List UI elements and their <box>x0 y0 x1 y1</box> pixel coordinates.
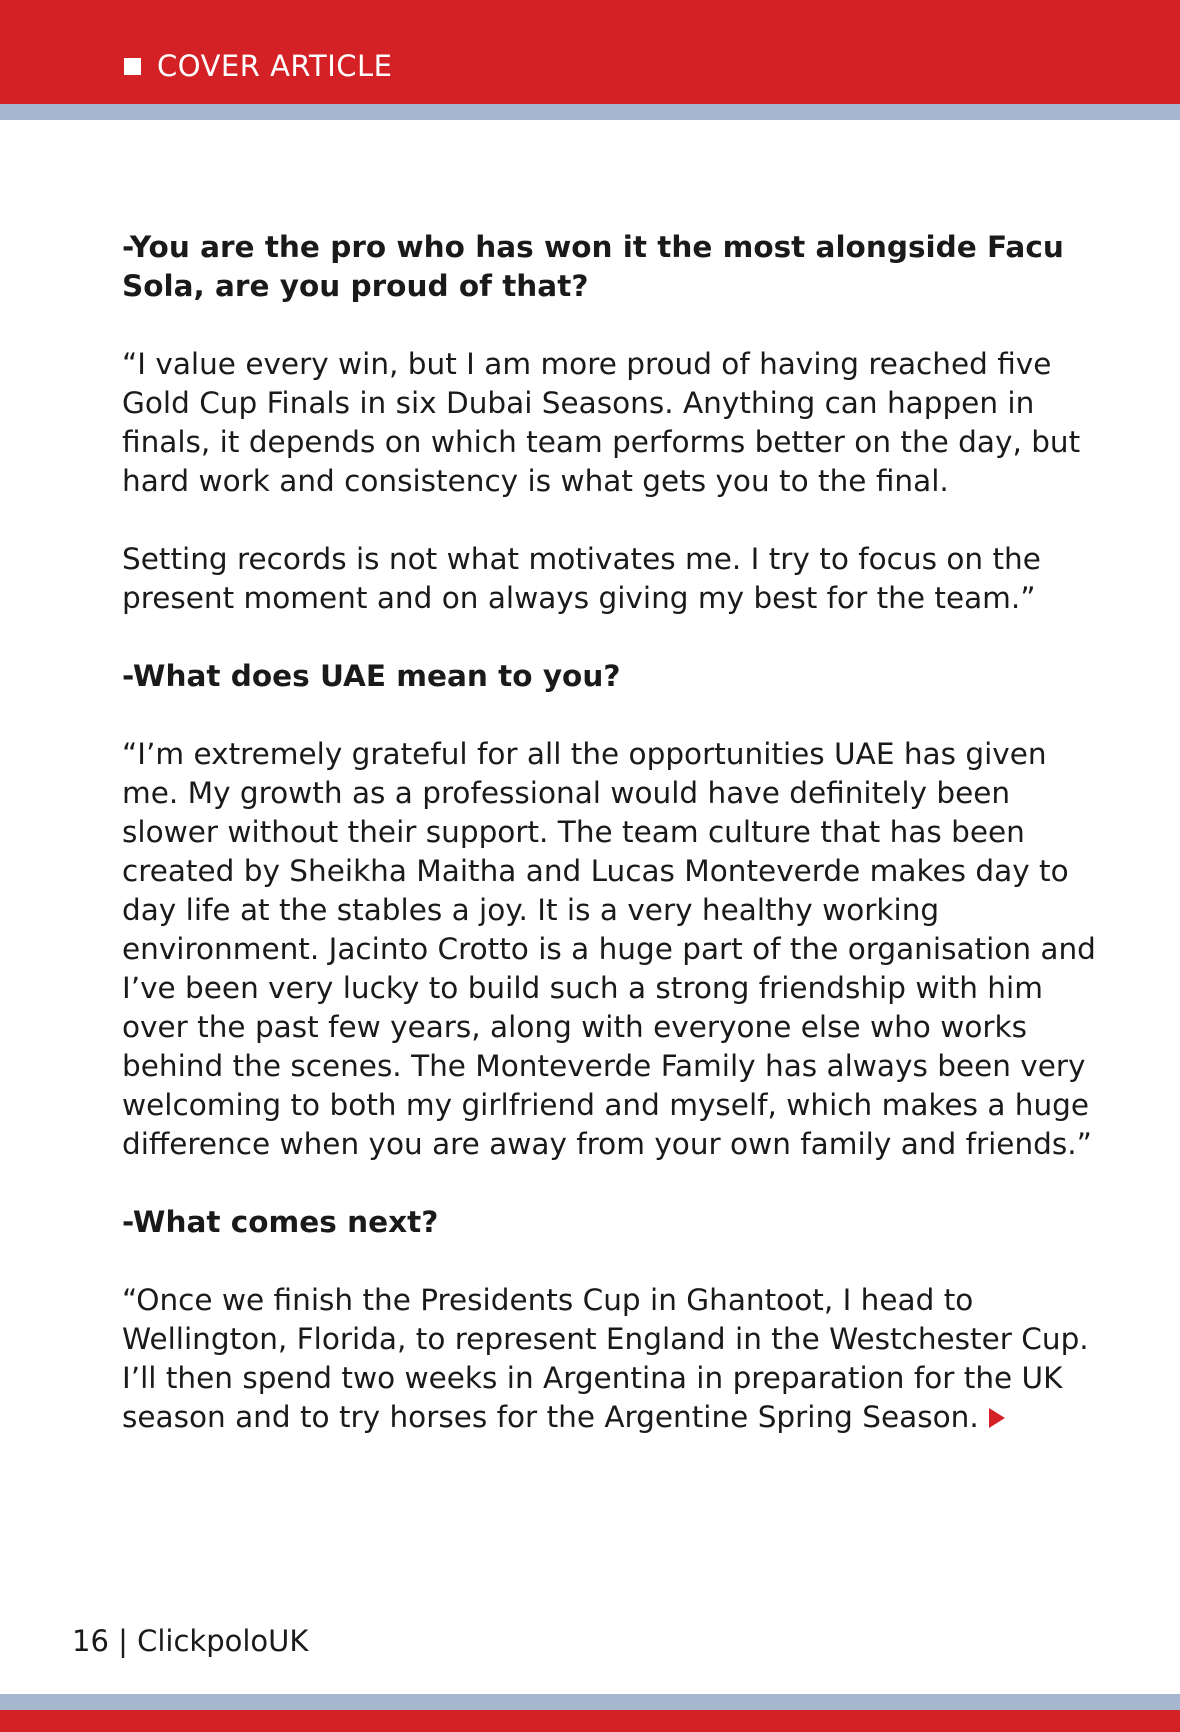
answer-1-paragraph-2: Setting records is not what motivates me. I try to focus on the present moment and on always giving my best for the team.” <box>122 542 1041 615</box>
answer-3: “Once we finish the Presidents Cup in Ghantoot, I head to Wellington, Florida, to represent England in the Westchester Cup. I’ll then spend two weeks in Argentina in preparation for the UK season and to try horses for the Argentine Spring Season. <box>122 1283 1089 1434</box>
square-bullet-icon <box>124 58 141 75</box>
section-label <box>124 44 392 88</box>
section-label-text: COVER ARTICLE <box>157 49 393 83</box>
question-3: -What comes next? <box>122 1205 439 1239</box>
article-body <box>122 228 1102 1476</box>
answer-2: “I’m extremely grateful for all the opportunities UAE has given me. My growth as a professional would have definitely been slower without their support. The team culture that has been created by Sheikha Maitha and Lucas Monteverde makes day to day life at the stables a joy. It is a very healthy working environment. Jacinto Crotto is a huge part of the organisation and I’ve been very lucky to build such a strong friendship with him over the past few years, along with everyone else who works behind the scenes. The Monteverde Family has always been very welcoming to both my girlfriend and myself, which makes a huge difference when you are away from your own family and friends.” <box>122 737 1096 1161</box>
continue-arrow-icon <box>989 1408 1005 1428</box>
page-footer: 16 | ClickpoloUK <box>72 1624 309 1658</box>
header-stripe <box>0 104 1180 120</box>
answer-3-paragraph <box>122 1281 1102 1437</box>
question-2: -What does UAE mean to you? <box>122 659 621 693</box>
question-1: -You are the pro who has won it the most alongside Facu Sola, are you proud of that? <box>122 230 1064 303</box>
footer-stripe <box>0 1694 1180 1710</box>
footer-band <box>0 1710 1180 1732</box>
answer-1-paragraph-1: “I value every win, but I am more proud of having reached five Gold Cup Finals in six Dubai Seasons. Anything can happen in finals, it depends on which team performs better on the day, but hard work and consistency is what gets you to the final. <box>122 347 1081 498</box>
